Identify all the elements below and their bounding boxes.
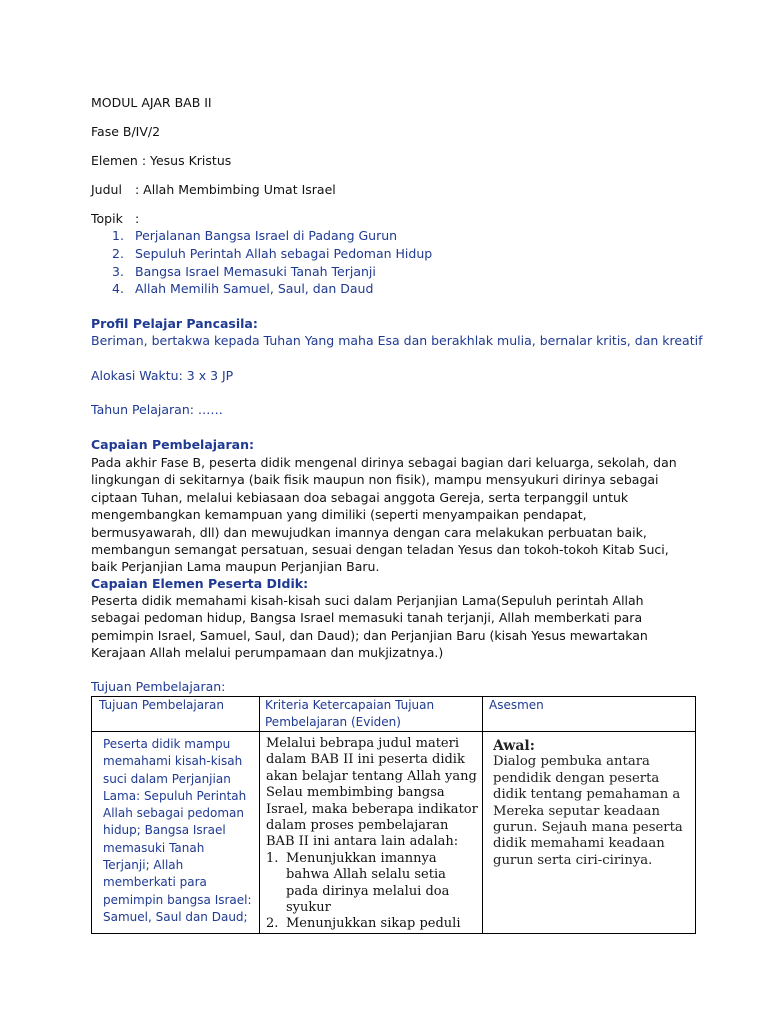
tahun-pelajaran: Tahun Pelajaran: …… — [91, 402, 223, 417]
table-row — [92, 732, 696, 934]
list-item: 4. Allah Memilih Samuel, Saul, dan Daud — [112, 281, 374, 297]
tujuan-cell: Peserta didik mampu memahami kisah-kisah suci dalam Perjanjian Lama: Sepuluh Perintah Allah sebagai pedoman hidup; Bangsa Israel memasuki Tanah Terjanji; Allah memberkati para pemimpin bangsa Israel: Samuel, Saul dan Daud; — [92, 732, 260, 934]
profil-text: Beriman, bertakwa kepada Tuhan Yang maha Esa dan berakhlak mulia, bernalar kritis, dan kreatif — [91, 333, 703, 348]
asesmen-title: Awal: — [493, 738, 535, 754]
asesmen-text-1: Dialog pembuka antara pendidik dengan peserta didik tentang pemahaman a — [493, 754, 681, 803]
header-asesmen: Asesmen — [483, 697, 696, 732]
list-item: 1. Menunjukkan imannya bahwa Allah selalu setia pada dirinya melalui doa syukur — [266, 850, 450, 916]
alokasi-waktu: Alokasi Waktu: 3 x 3 JP — [91, 368, 234, 383]
judul-value: : Allah Membimbing Umat Israel — [135, 182, 336, 197]
elemen-line: Elemen : Yesus Kristus — [91, 153, 232, 168]
judul-label: Judul — [91, 182, 122, 197]
topik-line — [91, 210, 139, 227]
asesmen-cell — [483, 732, 696, 934]
kriteria-intro: Melalui bebrapa judul materi dalam BAB II ini peserta didik akan belajar tentang Allah yang Selau membimbing bangsa Israel, maka beberapa indikator dalam proses pembelajaran BAB II ini antara lain adalah: — [266, 736, 478, 850]
list-item: 1. Perjalanan Bangsa Israel di Padang Gurun — [112, 228, 398, 243]
list-item: 3. Bangsa Israel Memasuki Tanah Terjanji — [112, 263, 376, 279]
tujuan-label: Tujuan Pembelajaran: — [91, 679, 226, 694]
capaian-elemen-heading: Capaian Elemen Peserta DIdik: — [91, 576, 309, 591]
topik-label: Topik — [91, 211, 123, 226]
table-header-row — [92, 697, 696, 732]
capaian-heading: Capaian Pembelajaran: — [91, 437, 254, 452]
topic-list — [112, 227, 432, 298]
kriteria-list — [266, 851, 478, 933]
capaian-text: Pada akhir Fase B, peserta didik mengenal dirinya sebagai bagian dari keluarga, sekolah, dan lingkungan di sekitarnya (baik fisik maupun non fisik), mampu mensyukuri dirinya sebagai ciptaan Tuhan, melalui kebiasaan doa sebagai anggota Gereja, serta terpanggil untuk mengembangkan kemampuan yang dimiliki (seperti menyampaikan pendapat, bermusyawarah, dll) dan mewujudkan imannya dengan cara melakukan perbuatan baik, membangun semangat persatuan, sesuai dengan teladan Yesus dan tokoh-tokoh Kitab Suci, baik Perjanjian Lama maupun Perjanjian Baru. — [91, 455, 677, 575]
topik-colon: : — [135, 211, 140, 226]
list-item: 2. Menunjukkan sikap peduli — [266, 916, 461, 932]
list-item: 2. Sepuluh Perintah Allah sebagai Pedoman Hidup — [112, 245, 433, 261]
fase-line: Fase B/IV/2 — [91, 124, 161, 139]
capaian-elemen-text: Peserta didik memahami kisah-kisah suci dalam Perjanjian Lama(Sepuluh perintah Allah sebagai pedoman hidup, Bangsa Israel memasuki tanah terjanji, Allah memberkati para pemimpin Israel, Samuel, Saul, dan Daud); dan Perjanjian Baru (kisah Yesus mewartakan Kerajaan Allah melalui perumpamaan dan mukjizatnya.) — [91, 593, 648, 661]
profil-heading: Profil Pelajar Pancasila: — [91, 316, 258, 331]
asesmen-text-2: Mereka seputar keadaan gurun. Sejauh mana peserta didik memahami keadaan gurun serta ciri-cirinya. — [493, 803, 683, 868]
header-kriteria: Kriteria Ketercapaian Tujuan Pembelajaran (Eviden) — [260, 697, 483, 732]
judul-line — [91, 181, 336, 198]
kriteria-cell — [260, 732, 483, 934]
header-tujuan: Tujuan Pembelajaran — [92, 697, 260, 732]
module-title: MODUL AJAR BAB II — [91, 95, 212, 110]
tujuan-table — [91, 696, 696, 934]
